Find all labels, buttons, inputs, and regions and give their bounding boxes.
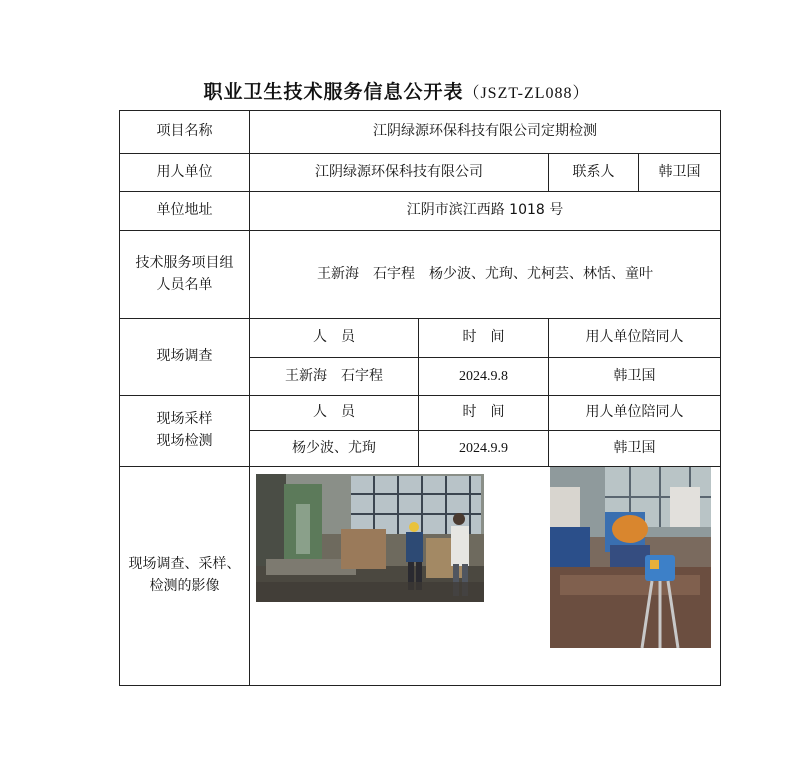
sampling-escort: 韩卫国 — [549, 431, 721, 467]
sampling-col-escort: 用人单位陪同人 — [549, 396, 721, 431]
survey-people: 王新海 石宇程 — [250, 358, 419, 396]
contact-value: 韩卫国 — [639, 154, 721, 192]
project-label: 项目名称 — [120, 111, 250, 154]
row-project — [120, 111, 721, 154]
info-table — [119, 110, 721, 686]
team-members: 王新海 石宇程 杨少波、尤珣、尤柯芸、林恬、童叶 — [250, 231, 721, 319]
row-team — [120, 231, 721, 319]
address-value: 江阴市滨江西路 1018 号 — [250, 192, 721, 231]
survey-escort: 韩卫国 — [549, 358, 721, 396]
contact-label: 联系人 — [549, 154, 639, 192]
survey-col-people: 人 员 — [250, 319, 419, 358]
row-employer — [120, 154, 721, 192]
sampling-label: 现场采样现场检测 — [120, 396, 250, 467]
images-label: 现场调查、采样、检测的影像 — [120, 467, 250, 686]
survey-time: 2024.9.8 — [419, 358, 549, 396]
survey-col-escort: 用人单位陪同人 — [549, 319, 721, 358]
address-label: 单位地址 — [120, 192, 250, 231]
row-address — [120, 192, 721, 231]
survey-col-time: 时 间 — [419, 319, 549, 358]
row-images — [120, 467, 721, 686]
workshop-photo — [256, 474, 484, 602]
sampling-col-time: 时 间 — [419, 396, 549, 431]
images-cell — [250, 467, 721, 686]
employer-value: 江阴绿源环保科技有限公司 — [250, 154, 549, 192]
sampling-people: 杨少波、尤珣 — [250, 431, 419, 467]
survey-label: 现场调查 — [120, 319, 250, 396]
row-sampling-header — [120, 396, 721, 431]
photo-area — [250, 467, 720, 684]
row-survey-header — [120, 319, 721, 358]
page-title — [0, 77, 793, 104]
employer-label: 用人单位 — [120, 154, 250, 192]
sampling-col-people: 人 员 — [250, 396, 419, 431]
title-code: （JSZT-ZL088） — [463, 85, 590, 102]
sampling-time: 2024.9.9 — [419, 431, 549, 467]
project-value: 江阴绿源环保科技有限公司定期检测 — [250, 111, 721, 154]
title-text: 职业卫生技术服务信息公开表 — [203, 81, 464, 103]
welding-photo — [550, 467, 711, 648]
team-label: 技术服务项目组人员名单 — [120, 231, 250, 319]
